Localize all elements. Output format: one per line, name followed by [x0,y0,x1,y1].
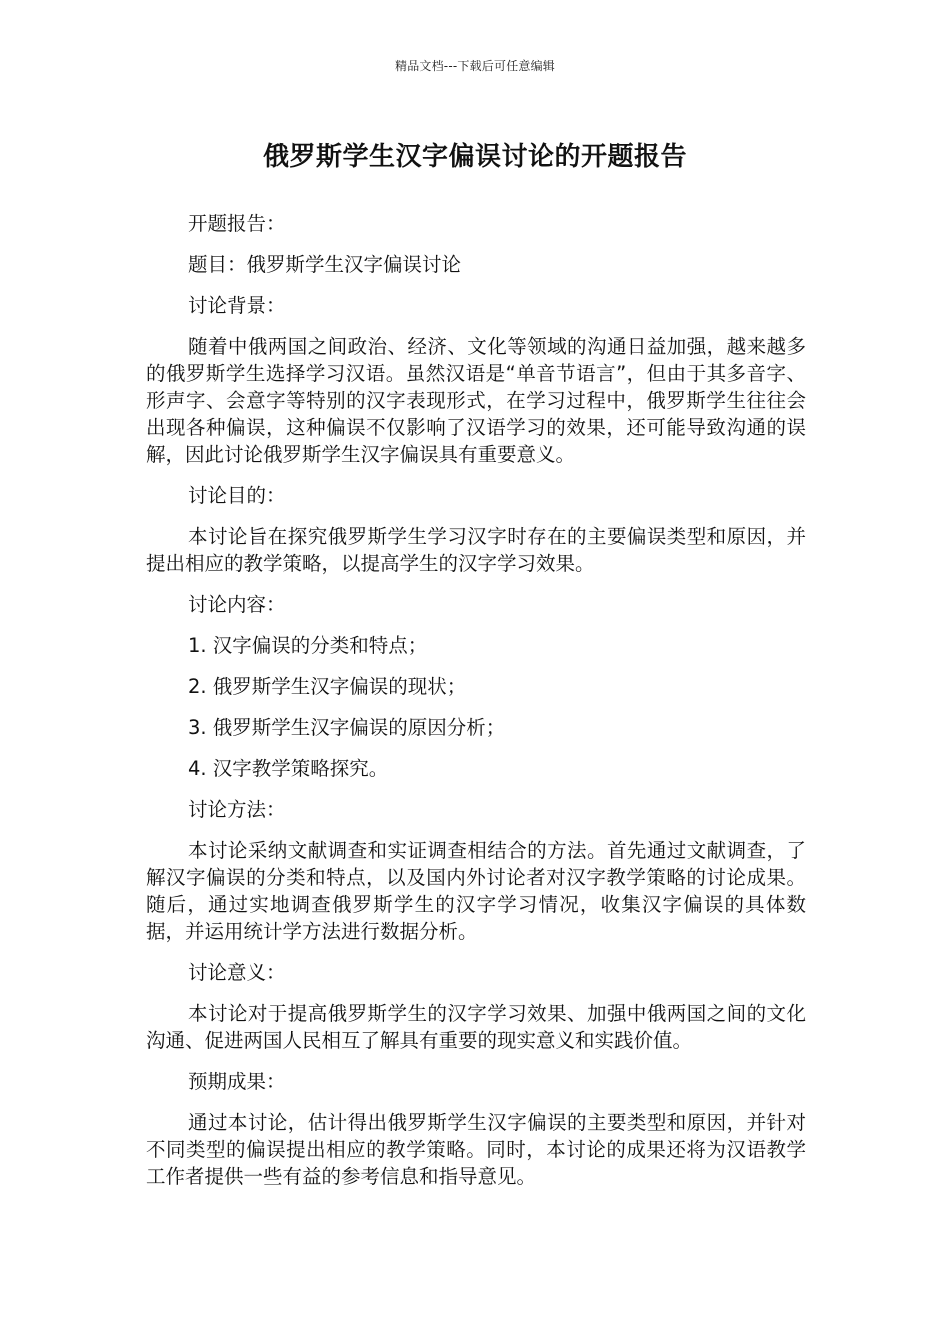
method-paragraph: 本讨论采纳文献调查和实证调查相结合的方法。首先通过文献调查，了解汉字偏误的分类和特点，以及国内外讨论者对汉字教学策略的讨论成果。随后，通过实地调查俄罗斯学生的汉字学习情况，收集汉字偏误的具体数据，并运用统计学方法进行数据分析。 [146,839,806,943]
document-body [146,210,806,1204]
content-list-item: 4. 汉字教学策略探究。 [188,757,389,780]
section-label-method: 讨论方法： [188,798,286,821]
section-label-purpose: 讨论目的： [188,484,286,507]
section-label-report: 开题报告： [188,212,286,235]
content-list-item: 3. 俄罗斯学生汉字偏误的原因分析； [188,716,506,739]
purpose-paragraph: 本讨论旨在探究俄罗斯学生学习汉字时存在的主要偏误类型和原因，并提出相应的教学策略，以提高学生的汉字学习效果。 [146,525,806,575]
significance-paragraph: 本讨论对于提高俄罗斯学生的汉字学习效果、加强中俄两国之间的文化沟通、促进两国人民相互了解具有重要的现实意义和实践价值。 [146,1002,806,1052]
section-label-outcomes: 预期成果： [188,1070,286,1093]
section-label-content: 讨论内容： [188,593,286,616]
outcomes-paragraph: 通过本讨论，估计得出俄罗斯学生汉字偏误的主要类型和原因，并针对不同类型的偏误提出相应的教学策略。同时，本讨论的成果还将为汉语教学工作者提供一些有益的参考信息和指导意见。 [146,1111,806,1188]
topic-line: 题目：俄罗斯学生汉字偏误讨论 [188,253,462,276]
content-list-item: 1. 汉字偏误的分类和特点； [188,634,428,657]
background-paragraph: 随着中俄两国之间政治、经济、文化等领域的沟通日益加强，越来越多的俄罗斯学生选择学习汉语。虽然汉语是“单音节语言”，但由于其多音字、形声字、会意字等特别的汉字表现形式，在学习过程中，俄罗斯学生往往会出现各种偏误，这种偏误不仅影响了汉语学习的效果，还可能导致沟通的误解，因此讨论俄罗斯学生汉字偏误具有重要意义。 [146,335,806,466]
content-list-item: 2. 俄罗斯学生汉字偏误的现状； [188,675,467,698]
page-header-note: 精品文档---下载后可任意编辑 [395,59,555,73]
document-title: 俄罗斯学生汉字偏误讨论的开题报告 [262,142,687,172]
section-label-significance: 讨论意义： [188,961,286,984]
section-label-background: 讨论背景： [188,294,286,317]
